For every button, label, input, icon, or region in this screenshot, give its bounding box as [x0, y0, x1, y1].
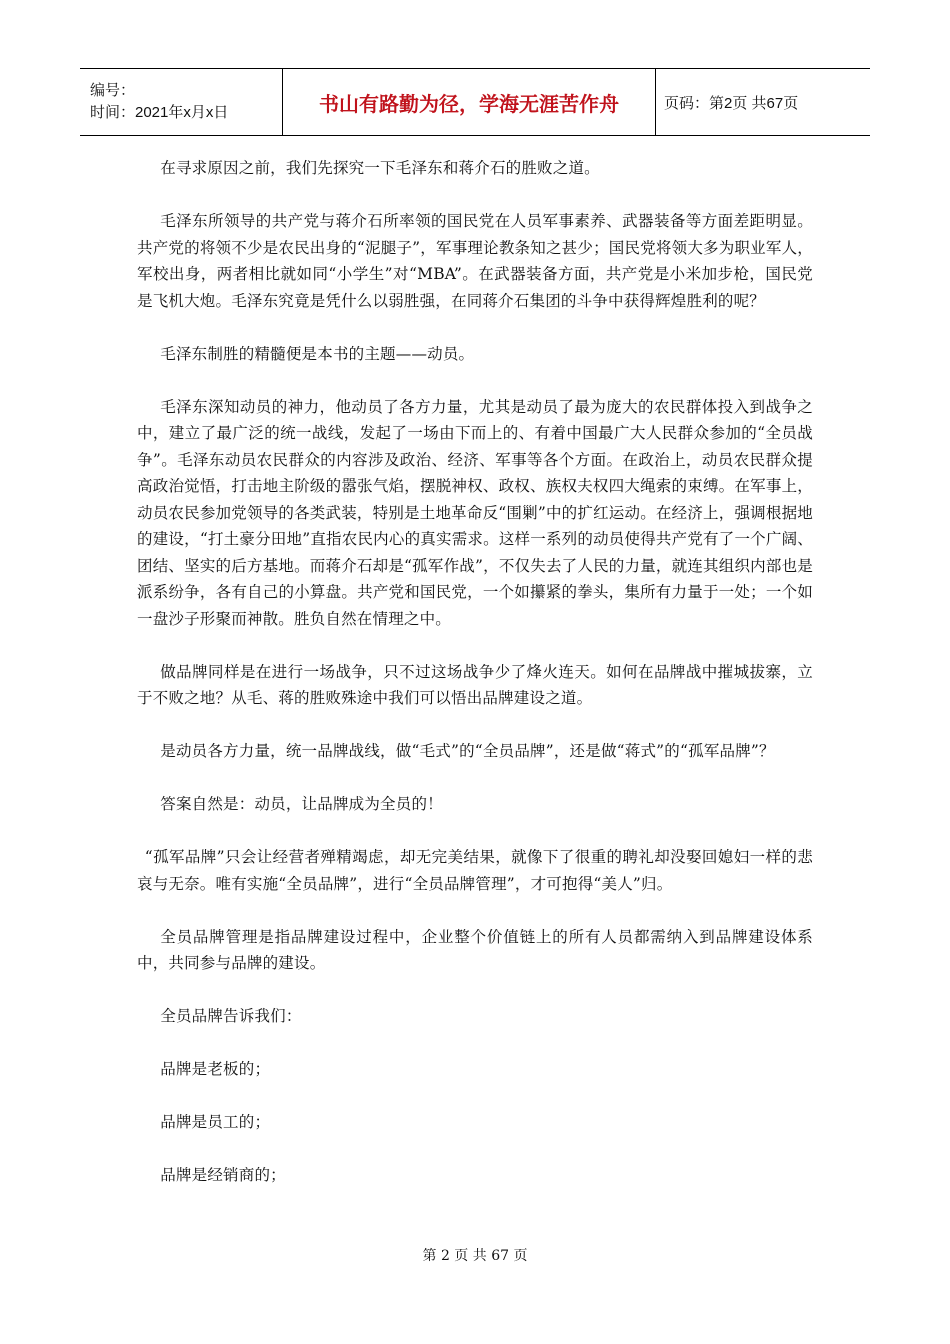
- paragraph-7: 答案自然是：动员，让品牌成为全员的！: [160, 795, 443, 813]
- paragraph-6: 是动员各方力量，统一品牌战线，做“毛式”的“全员品牌”，还是做“蒋式”的“孤军品牌”？: [160, 742, 775, 760]
- header-meta: [80, 69, 283, 135]
- paragraph-11: 品牌是老板的；: [160, 1060, 271, 1078]
- page-footer: [0, 1245, 950, 1265]
- paragraph-4: 毛泽东深知动员的神力，他动员了各方力量，尤其是动员了最为庞大的农民群体投入到战争之中，建立了最广泛的统一战线，发起了一场由下而上的、有着中国最广大人民群众参加的“全员战争”。毛泽东动员农民群众的内容涉及政治、经济、军事等各个方面。在政治上，动员农民群众提高政治觉悟，打击地主阶级的嚣张气焰，摆脱神权、政权、族权夫权四大绳索的束缚。在军事上，动员农民参加党领导的各类武装，特别是土地革命反“围剿”中的扩红运动。在经济上，强调根据地的建设，“打土豪分田地”直指农民内心的真实需求。这样一系列的动员使得共产党有了一个广阔、团结、坚实的后方基地。而蒋介石却是“孤军作战”，不仅失去了人民的力量，就连其组织内部也是派系纷争，各有自己的小算盘。共产党和国民党，一个如攥紧的拳头，集所有力量于一处；一个如一盘沙子形聚而神散。胜负自然在情理之中。: [137, 397, 813, 628]
- paragraph-5: 做品牌同样是在进行一场战争，只不过这场战争少了烽火连天。如何在品牌战中摧城拔寨，立于不败之地？从毛、蒋的胜败殊途中我们可以悟出品牌建设之道。: [137, 662, 813, 707]
- paragraph-2: 毛泽东所领导的共产党与蒋介石所率领的国民党在人员军事素养、武器装备等方面差距明显。共产党的将领不少是农民出身的“泥腿子”，军事理论教条知之甚少；国民党将领大多为职业军人，军校出身，两者相比就如同“小学生”对“MBA”。在武器装备方面，共产党是小米加步枪，国民党是飞机大炮。毛泽东究竟是凭什么以弱胜强，在同蒋介石集团的斗争中获得辉煌胜利的呢？: [137, 212, 813, 310]
- paragraph-8: “孤军品牌”只会让经营者殚精竭虑，却无完美结果，就像下了很重的聘礼却没娶回媳妇一样的悲哀与无奈。唯有实施“全员品牌”，进行“全员品牌管理”，才可抱得“美人”归。: [137, 848, 813, 893]
- paragraph-9: 全员品牌管理是指品牌建设过程中，企业整个价值链上的所有人员都需纳入到品牌建设体系中，共同参与品牌的建设。: [137, 927, 813, 972]
- footer-page-number: 第 2 页 共 67 页: [422, 1248, 528, 1264]
- paragraph-12: 品牌是员工的；: [160, 1113, 271, 1131]
- header-page-cell: [656, 69, 870, 135]
- page-header: [80, 68, 870, 136]
- header-motto-cell: [283, 69, 656, 135]
- paragraph-10: 全员品牌告诉我们：: [160, 1007, 302, 1025]
- header-motto: 书山有路勤为径，学海无涯苦作舟: [319, 91, 619, 116]
- paragraph-1: 在寻求原因之前，我们先探究一下毛泽东和蒋介石的胜败之道。: [160, 159, 600, 177]
- document-number-label: 编号：: [90, 82, 136, 99]
- paragraph-3: 毛泽东制胜的精髓便是本书的主题——动员。: [160, 344, 475, 363]
- paragraph-13: 品牌是经销商的；: [160, 1166, 286, 1184]
- document-date-label: 时间：2021年x月x日: [90, 104, 229, 121]
- document-body: [137, 155, 813, 1215]
- header-page-info: 页码：第2页 共67页: [664, 94, 799, 112]
